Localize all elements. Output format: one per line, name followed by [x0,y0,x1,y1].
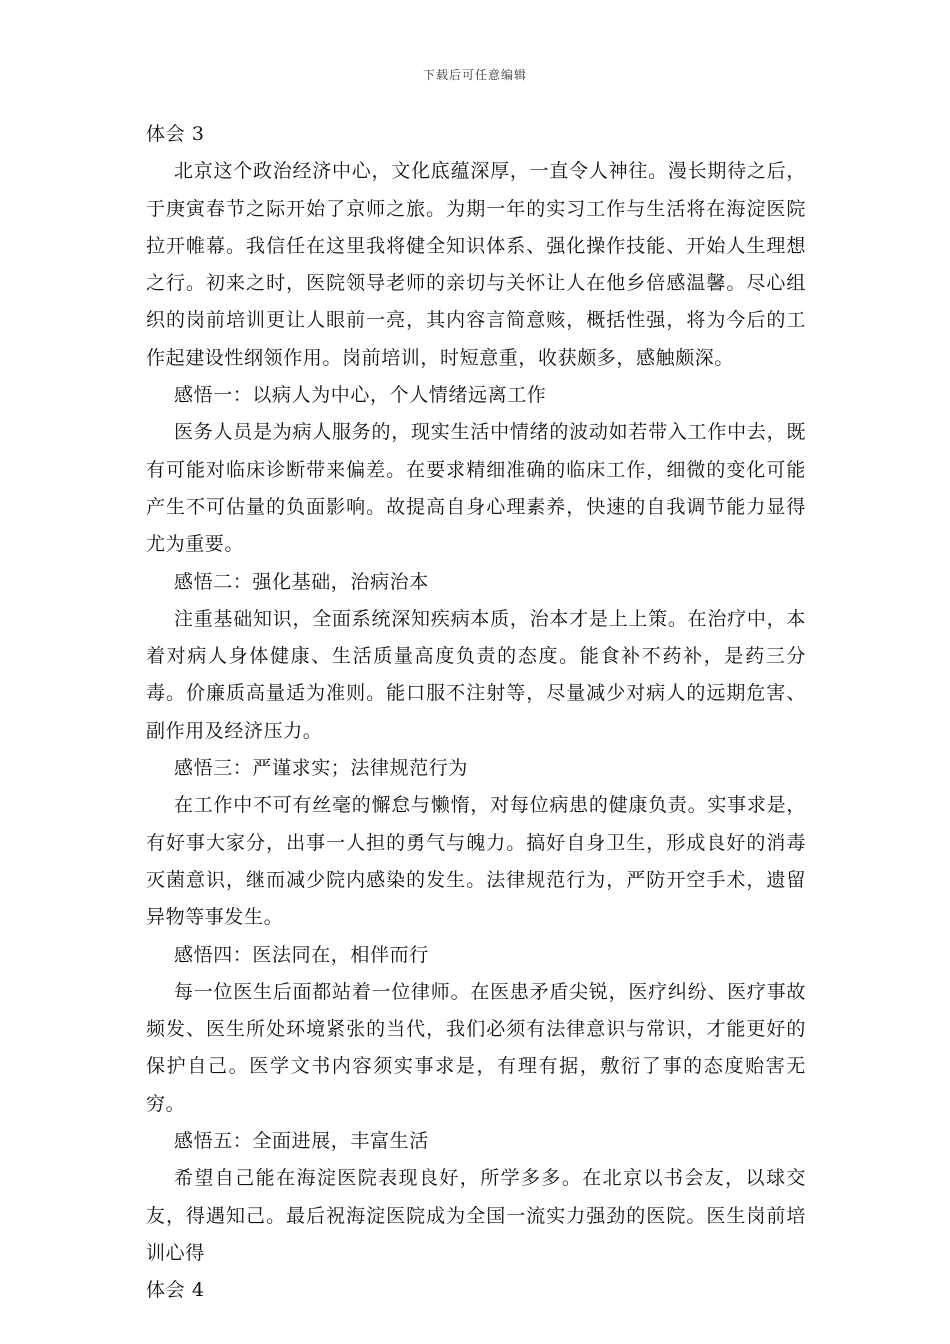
section-heading-4: 感悟四：医法同在，相伴而行 [174,943,429,966]
section-body-4: 每一位医生后面都站着一位律师。在医患矛盾尖锐，医疗纠纷、医疗事故频发、医生所处环境紧张的当代，我们必须有法律意识与常识，才能更好的保护自己。医学文书内容须实事求是，有理有据，敷衍了事的态度贻害无穷。 [146,980,806,1115]
section-body-5: 希望自己能在海淀医院表现良好，所学多多。在北京以书会友，以球交友，得遇知己。最后祝海淀医院成为全国一流实力强劲的医院。医生岗前培训心得 [146,1167,806,1264]
section-label-start: 体会 3 [146,123,205,145]
section-body-2: 注重基础知识，全面系统深知疾病本质，治本才是上上策。在治疗中，本着对病人身体健康、生活质量高度负责的态度。能食补不药补，是药三分毒。价廉质高量适为准则。能口服不注射等，尽量减少对病人的远期危害、副作用及经济压力。 [146,607,806,742]
page-header-note: 下载后可任意编辑 [422,68,527,82]
section-body-1: 医务人员是为病人服务的，现实生活中情绪的波动如若带入工作中去，既有可能对临床诊断带来偏差。在要求精细准确的临床工作，细微的变化可能产生不可估量的负面影响。故提高自身心理素养，快速的自我调节能力显得尤为重要。 [146,421,806,556]
section-heading-1: 感悟一：以病人为中心，个人情绪远离工作 [174,384,547,407]
section-heading-5: 感悟五：全面进展，丰富生活 [174,1130,429,1153]
section-heading-3: 感悟三：严谨求实；法律规范行为 [174,757,469,780]
intro-paragraph: 北京这个政治经济中心，文化底蕴深厚，一直令人神往。漫长期待之后，于庚寅春节之际开始了京师之旅。为期一年的实习工作与生活将在海淀医院拉开帷幕。我信任在这里我将健全知识体系、强化操作技能、开始人生理想之行。初来之时，医院领导老师的亲切与关怀让人在他乡倍感温馨。尽心组织的岗前培训更让人眼前一亮，其内容言简意赅，概括性强，将为今后的工作起建设性纲领作用。岗前培训，时短意重，收获颇多，感触颇深。 [146,160,806,369]
section-label-end: 体会 4 [146,1279,205,1302]
section-heading-2: 感悟二：强化基础，治病治本 [174,570,429,593]
document-body [146,116,806,1310]
section-body-3: 在工作中不可有丝毫的懈怠与懒惰，对每位病患的健康负责。实事求是，有好事大家分，出事一人担的勇气与魄力。搞好自身卫生，形成良好的消毒灭菌意识，继而减少院内感染的发生。法律规范行为，严防开空手术，遗留异物等事发生。 [146,794,806,929]
